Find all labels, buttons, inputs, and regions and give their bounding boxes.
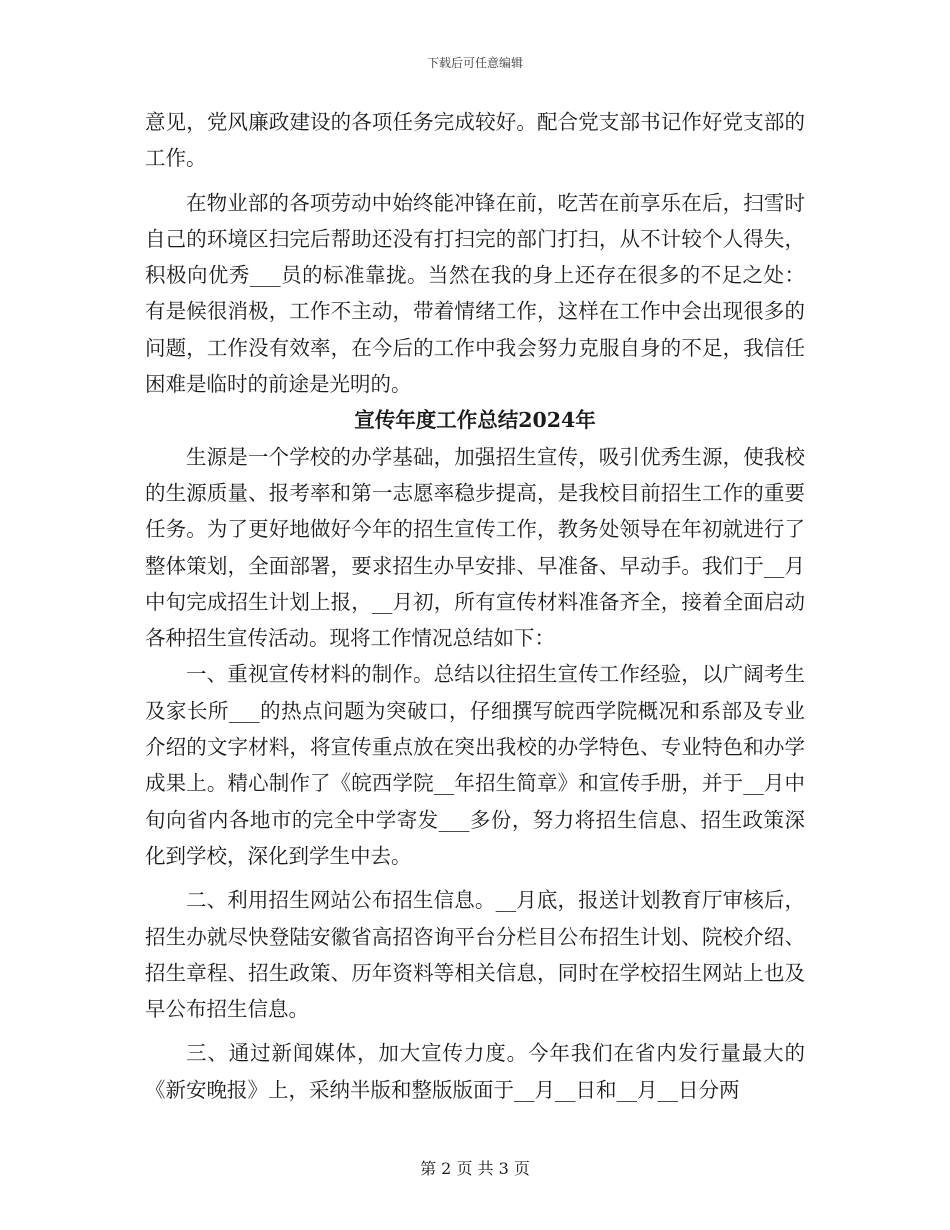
paragraph-item-1: 一、重视宣传材料的制作。总结以往招生宣传工作经验，以广阔考生及家长所___的热点问题为突破口，仔细撰写皖西学院概况和系部及专业介绍的文字材料，将宣传重点放在突出我校的办学特色、专业特色和办学成果上。精心制作了《皖西学院__年招生简章》和宣传手册，并于__月中旬向省内各地市的完全中学寄发___多份，努力将招生信息、招生政策深化到学校，深化到学生中去。 bbox=[145, 662, 805, 868]
paragraph-item-3: 三、通过新闻媒体，加大宣传力度。今年我们在省内发行量最大的《新安晚报》上，采纳半版和整版版面于__月__日和__月__日分两 bbox=[145, 1041, 805, 1102]
paragraph-property-work: 在物业部的各项劳动中始终能冲锋在前，吃苦在前享乐在后，扫雪时自己的环境区扫完后帮助还没有打扫完的部门打扫，从不计较个人得失，积极向优秀___员的标准靠拢。当然在我的身上还存在很多的不足之处：有是候很消极，工作不主动，带着情绪工作，这样在工作中会出现很多的问题，工作没有效率，在今后的工作中我会努力克服自身的不足，我信任困难是临时的前途是光明的。 bbox=[145, 190, 805, 397]
paragraph-intro: 生源是一个学校的办学基础，加强招生宣传，吸引优秀生源，使我校的生源质量、报考率和第一志愿率稳步提高，是我校目前招生工作的重要任务。为了更好地做好今年的招生宣传工作，教务处领导在年初就进行了整体策划，全面部署，要求招生办早安排、早准备、早动手。我们于__月中旬完成招生计划上报，__月初，所有宣传材料准备齐全，接着全面启动各种招生宣传活动。现将工作情况总结如下： bbox=[145, 444, 805, 651]
section-title: 宣传年度工作总结2024年 bbox=[354, 408, 596, 433]
page-footer: 第 2 页 共 3 页 bbox=[420, 1159, 530, 1178]
paragraph-continued: 意见，党风廉政建设的各项任务完成较好。配合党支部书记作好党支部的工作。 bbox=[145, 110, 805, 171]
paragraph-item-2: 二、利用招生网站公布招生信息。__月底，报送计划教育厅审核后，招生办就尽快登陆安徽省高招咨询平台分栏目公布招生计划、院校介绍、招生章程、招生政策、历年资料等相关信息，同时在学校招生网站上也及早公布招生信息。 bbox=[145, 888, 805, 1022]
document-body bbox=[145, 104, 805, 1108]
page-header: 下载后可任意编辑 bbox=[426, 56, 523, 70]
